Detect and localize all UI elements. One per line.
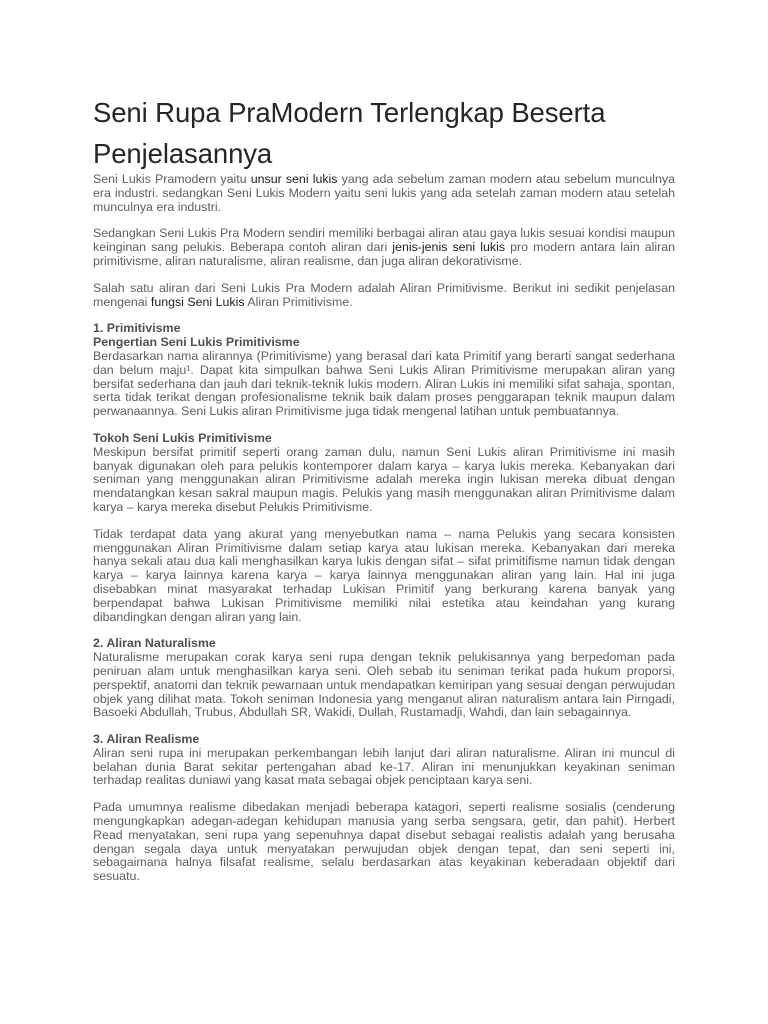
- intro-text-2a: Sedangkan Seni Lukis Pra Modern sendiri memiliki berbagai aliran atau gaya lukis sesuai kondisi maupun keinginan sang pelukis. Beberapa contoh aliran dari: [93, 226, 675, 255]
- section-tokoh: [93, 432, 675, 515]
- link-unsur-seni-lukis[interactable]: unsur seni lukis: [250, 172, 338, 186]
- subheading-pengertian: Pengertian Seni Lukis Primitivisme: [93, 335, 300, 350]
- intro-paragraph-3: [93, 282, 675, 310]
- primitivisme-paragraph-3: Tidak terdapat data yang akurat yang menyebutkan nama – nama Pelukis yang secara konsisten menggunakan Aliran Primitivisme dalam setiap karya atau lukisan mereka. Kebanyakan dari mereka hanya sekali atau dua kali menghasilkan karya lukis dengan sifat – sifat primitifisme namun tidak dengan karya – karya lainnya karena karya – karya lainnya menggunakan aliran yang lain. Hal ini juga disebabkan minat masyarakat terhadap Lukisan Primitif yang berkurang karena banyak yang berpendapat bahwa Lukisan Primitivisme memiliki nilai estetika atau keindahan yang kurang dibandingkan dengan aliran yang lain.: [93, 526, 675, 624]
- intro-text-2b: pro modern antara lain aliran primitivisme, aliran naturalisme, aliran realisme, dan juga aliran dekorativisme.: [93, 240, 676, 268]
- primitivisme-paragraph-2: Meskipun bersifat primitif seperti orang zaman dulu, namun Seni Lukis aliran Primitivisme ini masih banyak digunakan oleh para pelukis kontemporer dalam karya – karya lukis mereka. Kebanyakan dari seniman yang menggunakan aliran Primitivisme adalah mereka ingin lukisan mereka dibuat dengan mendatangkan kesan sakral maupun magis. Pelukis yang masih menggunakan aliran Primitivisme dalam karya – karya mereka disebut Pelukis Primitivisme.: [93, 444, 675, 514]
- section-heading-primitivisme: 1. Primitivisme: [93, 321, 181, 336]
- section-heading-realisme: 3. Aliran Realisme: [93, 732, 200, 747]
- intro-paragraph-2: [93, 227, 675, 268]
- realisme-paragraph-2: Pada umumnya realisme dibedakan menjadi beberapa katagori, seperti realisme sosialis (cenderung mengungkapkan adegan-adegan kehidupan manusia yang serba sengsara, getir, dan pahit). Herbert Read menyatakan, seni rupa yang sepenuhnya dapat disebut sebagai realistis adalah yang berusaha dengan segala daya untuk menyatakan perwujudan objek dengan tepat, dan seni seperti ini, sebagaimana halnya filsafat realisme, selalu berdasarkan atas keyakinan keberadaan objektif dari sesuatu.: [93, 800, 675, 884]
- section-realisme: [93, 733, 675, 788]
- intro-text-3a: Salah satu aliran dari Seni Lukis Pra Modern adalah Aliran Primitivisme. Berikut ini sedikit penjelasan mengenai: [93, 280, 675, 309]
- link-fungsi-seni-lukis[interactable]: fungsi Seni Lukis: [150, 294, 245, 309]
- section-primitivisme: [93, 322, 675, 419]
- link-jenis-jenis-seni-lukis[interactable]: jenis-jenis seni lukis: [392, 240, 506, 255]
- section-naturalisme: [93, 637, 675, 720]
- intro-text-1a: Seni Lukis Pramodern yaitu: [93, 172, 251, 186]
- page-title: Seni Rupa PraModern Terlengkap Beserta Penjelasannya: [93, 97, 606, 169]
- naturalisme-paragraph-1: Naturalisme merupakan corak karya seni rupa dengan teknik pelukisannya yang berpedoman pada peniruan alam untuk menghasilkan karya seni. Oleh sebab itu seniman terikat pada hukum proporsi, perspektif, anatomi dan teknik pewarnaan untuk mendapatkan kemiripan yang sesuai dengan perwujudan objek yang dilihat mata. Tokoh seniman Indonesia yang menganut aliran naturalism antara lain Pirngadi, Basoeki Abdullah, Trubus, Abdullah SR, Wakidi, Dullah, Rustamadji, Wahdi, dan lain sebagainnya.: [93, 650, 675, 720]
- intro-paragraph-1: [93, 173, 675, 214]
- realisme-paragraph-1: Aliran seni rupa ini merupakan perkembangan lebih lanjut dari aliran naturalisme. Aliran ini muncul di belahan dunia Barat sekitar pertengahan abad ke-17. Aliran ini menunjukkan keyakinan seniman terhadap realitas duniawi yang kasat mata sebagai objek penciptaan karya seni.: [93, 745, 675, 788]
- subheading-tokoh: Tokoh Seni Lukis Primitivisme: [93, 430, 272, 445]
- section-heading-naturalisme: 2. Aliran Naturalisme: [93, 636, 216, 651]
- intro-text-3b: Aliran Primitivisme.: [244, 294, 353, 309]
- intro-text-1b: yang ada sebelum zaman modern atau sebelum munculnya era industri. sedangkan Seni Lukis Modern yaitu seni lukis yang ada setelah zaman modern atau setelah munculnya era industri.: [93, 172, 675, 214]
- article-body: [93, 173, 675, 897]
- primitivisme-paragraph-1: Berdasarkan nama alirannya (Primitivisme) yang berasal dari kata Primitif yang berarti sangat sederhana dan belum maju¹. Dapat kita simpulkan bahwa Seni Lukis Aliran Primitivisme merupakan aliran yang bersifat sederhana dan jauh dari teknik-teknik lukis modern. Aliran Lukis ini memiliki sifat sahaja, spontan, serta tidak terikat dengan profesionalisme teknik baik dalam proses penggarapan teknik maupun dalam perwanaannya. Seni Lukis aliran Primitivisme juga tidak mengenal latihan untuk pembuatannya.: [93, 348, 675, 419]
